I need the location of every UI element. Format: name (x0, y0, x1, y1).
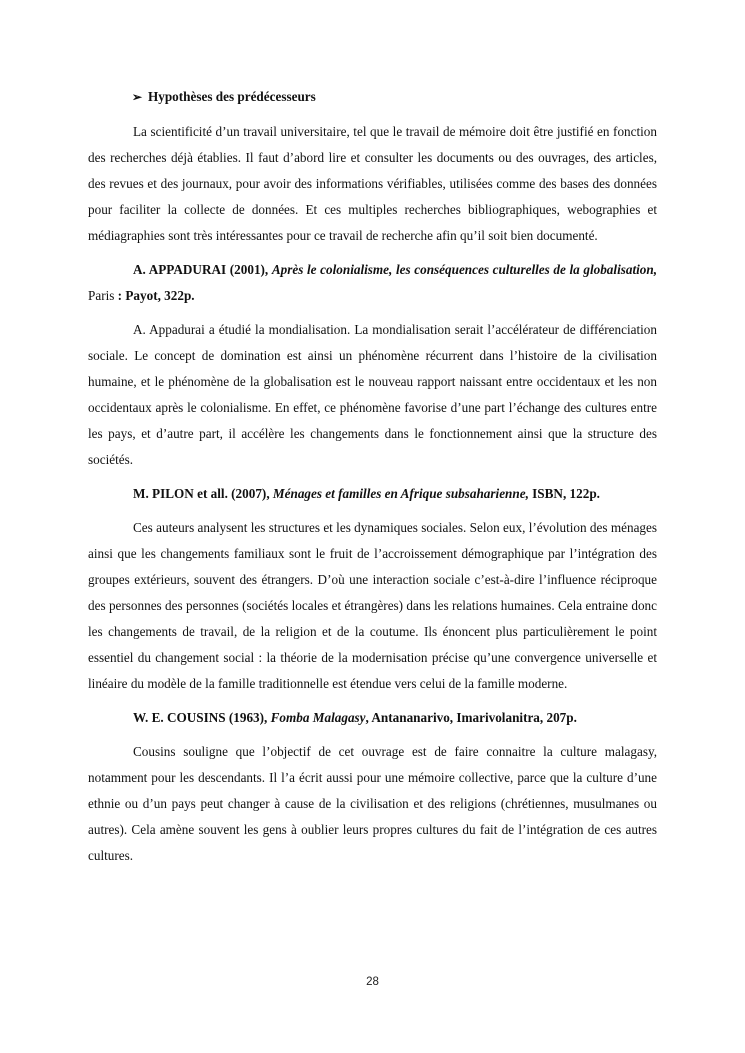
ref-publisher: , Antananarivo, Imarivolanitra, 207p. (365, 710, 577, 725)
arrow-bullet-icon: ➢ (132, 90, 143, 104)
section-heading-title: Hypothèses des prédécesseurs (148, 89, 316, 104)
ref-author: A. APPADURAI (2001), (133, 262, 269, 277)
ref-title: Après le colonialisme, les conséquences culturelles de la globalisation, (271, 262, 658, 277)
page-body (88, 119, 657, 869)
summary-appadurai: A. Appadurai a étudié la mondialisation. La mondialisation serait l’accélérateur de différenciation sociale. Le concept de domination est ainsi un phénomène récurrent dans l’histoire de la civilisation humaine, et le phénomène de la globalisation est le nouveau rapport naissant entre occidentaux et les non occidentaux après le colonialisme. En effet, ce phénomène favorise d’une part l’échange des cultures entre les pays, et d’autre part, il accélère les changements dans le fonctionnement ainsi que la structure des sociétés. (88, 322, 657, 467)
reference-cousins (88, 705, 657, 731)
ref-author: M. PILON et all. (2007), (133, 486, 270, 501)
ref-publisher: ISBN, 122p. (532, 486, 600, 501)
reference-appadurai (88, 257, 657, 309)
intro-paragraph: La scientificité d’un travail universitaire, tel que le travail de mémoire doit être justifié en fonction des recherches déjà établies. Il faut d’abord lire et consulter les documents ou des ouvrages, des articles, des revues et des journaux, pour avoir des informations vérifiables, utilisées comme des bases des données pour faciliter la collecte de données. Et ces multiples recherches bibliographiques, webographies et médiagraphies sont très intéressantes pour ce travail de recherche afin qu’il soit bien documenté. (88, 124, 657, 243)
section-heading (132, 89, 316, 105)
page-number: 28 (366, 976, 379, 988)
ref-author: W. E. COUSINS (1963), (133, 710, 268, 725)
ref-title: Ménages et familles en Afrique subsaharienne, (272, 486, 529, 501)
summary-pilon: Ces auteurs analysent les structures et les dynamiques sociales. Selon eux, l’évolution des ménages ainsi que les changements familiaux sont le fruit de l’accroissement démographique par l’intégration des groupes extérieurs, souvent des étrangers. D’où une interaction sociale c’est-à-dire l’influence réciproque des personnes des personnes (sociétés locales et étrangères) dans les relations humaines. Cela entraine donc les changements de travail, de la religion et de la coutume. Ils énoncent plus particulièrement le point essentiel du changement social : la théorie de la modernisation précise qu’une convergence universelle et linéaire du modèle de la famille traditionnelle est étendue vers celui de la famille moderne. (88, 520, 657, 691)
ref-title: Fomba Malagasy (270, 710, 366, 725)
summary-cousins: Cousins souligne que l’objectif de cet ouvrage est de faire connaitre la culture malagasy, notamment pour les descendants. Il l’a écrit aussi pour une mémoire collective, parce que la culture d’une ethnie ou d’un pays peut changer à cause de la civilisation et des religions (chrétiennes, musulmanes ou autres). Cela amène souvent les gens à oublier leurs propres cultures du fait de l’intégration de ces autres cultures. (88, 744, 657, 863)
reference-pilon (88, 481, 657, 507)
ref-publisher: : Payot, 322p. (117, 288, 195, 303)
ref-place: Paris (88, 288, 115, 303)
